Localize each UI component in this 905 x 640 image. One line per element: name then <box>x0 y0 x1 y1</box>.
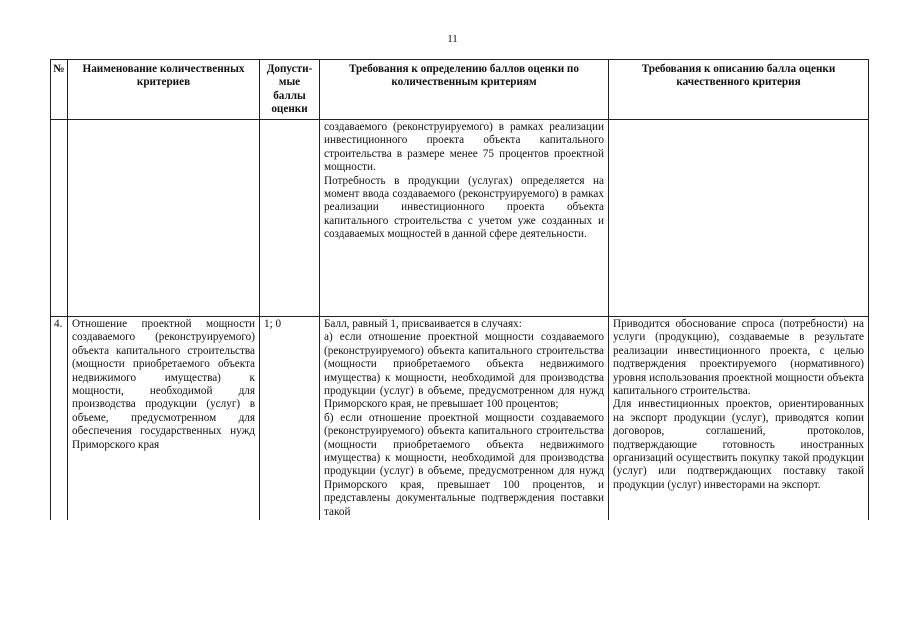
cont-requirements-paragraph-2: Потребность в продукции (услугах) определяется на момент ввода создаваемого (реконструируемого) в рамках реализации инвестиционного проекта объекта капитального строительства с учетом уже созданных и создаваемых мощностей в данной сфере деятельности. <box>324 174 604 241</box>
table-header-row <box>51 60 869 120</box>
item-description-paragraph-2: Для инвестиционных проектов, ориентированных на экспорт продукции (услуг), приводятся копии договоров, соглашений, протоколов, подтверждающие готовность иностранных организаций осуществить покупку такой продукции (услуг) или подтверждающих поставку такой продукции (услуг) инвесторами на экспорт. <box>613 398 864 491</box>
item-description-paragraph-1: Приводится обоснование спроса (потребности) на услуги (продукцию), создаваемые в результате реализации инвестиционного проекта, с целью подтверждения проектируемого (нормативного) уровня использования проектной мощности объекта капитального строительства. <box>613 318 864 398</box>
header-description-requirements: Требования к описанию балла оценки качественного критерия <box>609 60 869 120</box>
item-requirements-paragraph-2: а) если отношение проектной мощности создаваемого (реконструируемого) объекта капитального строительства (мощности приобретаемого объекта недвижимого имущества) к мощности, необходимой для производства продукции (услуг) в объеме, предусмотренном для нужд Приморского края, не превышает 100 процентов; <box>324 331 604 411</box>
cont-requirements-cell <box>320 120 609 317</box>
criteria-table <box>50 59 869 520</box>
item-description-cell <box>609 317 869 521</box>
item-requirements-paragraph-3: б) если отношение проектной мощности создаваемого (реконструируемого) объекта капитального строительства (мощности приобретаемого объекта недвижимого имущества) к мощности, необходимой для производства продукции (услуг) в объеме, предусмотренном для нужд Приморского края, превышает 100 процентов, и представлены документальные подтверждения поставки такой <box>324 411 604 518</box>
page-number: 11 <box>447 33 458 45</box>
cont-description-cell <box>609 120 869 317</box>
cont-number-cell <box>51 120 68 317</box>
header-criterion-name: Наименование количественных критериев <box>68 60 260 120</box>
item-criterion-name: Отношение проектной мощности создаваемого (реконструируемого) объекта капитального строительства (мощности приобретаемого объекта недвижимого имущества) к мощности, необходимой для производства продукции (услуг) в объеме, предусмотренном для обеспечения государственных нужд Приморского края <box>68 317 260 521</box>
cont-name-cell <box>68 120 260 317</box>
table-row-item-4 <box>51 317 869 521</box>
cont-score-cell <box>260 120 320 317</box>
item-number: 4. <box>51 317 68 521</box>
item-requirements-paragraph-1: Балл, равный 1, присваивается в случаях: <box>324 318 522 330</box>
table-row-continuation <box>51 120 869 317</box>
header-number: № <box>51 60 68 120</box>
cont-requirements-paragraph-1: создаваемого (реконструируемого) в рамках реализации инвестиционного проекта объекта капитального строительства в размере менее 75 процентов проектной мощности. <box>324 121 604 174</box>
item-requirements-cell <box>320 317 609 521</box>
header-score-requirements: Требования к определению баллов оценки по количественным критериям <box>320 60 609 120</box>
header-allowed-scores: Допусти-мые баллы оценки <box>260 60 320 120</box>
item-allowed-scores: 1; 0 <box>260 317 320 521</box>
